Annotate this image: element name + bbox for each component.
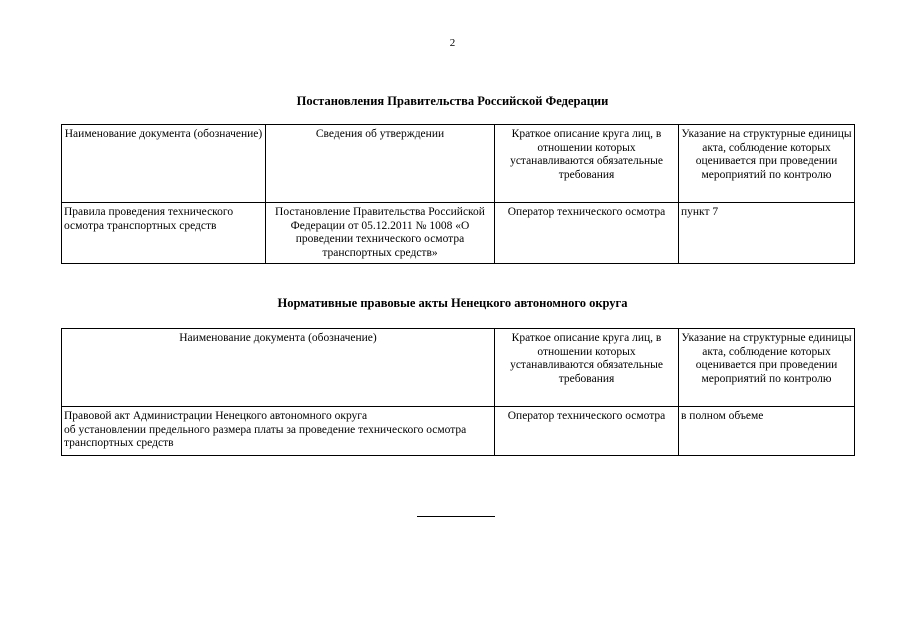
section-title-government-decrees: Постановления Правительства Российской Федерации: [296, 94, 609, 108]
table-header-row: [62, 125, 855, 203]
header-approval-info: Сведения об утверждении: [266, 125, 495, 203]
header-document-name: Наименование документа (обозначение): [62, 125, 266, 203]
cell-persons: Оператор технического осмотра: [495, 407, 679, 456]
cell-persons: Оператор технического осмотра: [495, 203, 679, 264]
document-name-line2: об установлении предельного размера платы за проведение технического осмотра транспортных средств: [64, 423, 467, 449]
government-decrees-table: [61, 124, 855, 264]
table-header-row: [62, 329, 855, 407]
table-row: [62, 203, 855, 264]
page-number: 2: [449, 37, 456, 49]
cell-structural-units: пункт 7: [679, 203, 855, 264]
header-persons-description: Краткое описание круга лиц, в отношении которых устанавливаются обязательные требования: [495, 125, 679, 203]
cell-structural-units: в полном объеме: [679, 407, 855, 456]
footer-divider: [417, 516, 495, 517]
header-structural-units: Указание на структурные единицы акта, соблюдение которых оценивается при проведении мероприятий по контролю: [679, 125, 855, 203]
document-name-line1: Правовой акт Администрации Ненецкого автономного округа: [64, 410, 368, 422]
nenets-acts-table: [61, 328, 855, 456]
header-structural-units: Указание на структурные единицы акта, соблюдение которых оценивается при проведении мероприятий по контролю: [679, 329, 855, 407]
section-title-nenets-acts: Нормативные правовые акты Ненецкого автономного округа: [277, 296, 628, 310]
cell-document-name: [62, 407, 495, 456]
cell-approval-info: Постановление Правительства Российской Федерации от 05.12.2011 № 1008 «О проведении технического осмотра транспортных средств»: [266, 203, 495, 264]
cell-document-name: Правила проведения технического осмотра транспортных средств: [62, 203, 266, 264]
table-row: [62, 407, 855, 456]
header-persons-description: Краткое описание круга лиц, в отношении которых устанавливаются обязательные требования: [495, 329, 679, 407]
header-document-name: Наименование документа (обозначение): [62, 329, 495, 407]
